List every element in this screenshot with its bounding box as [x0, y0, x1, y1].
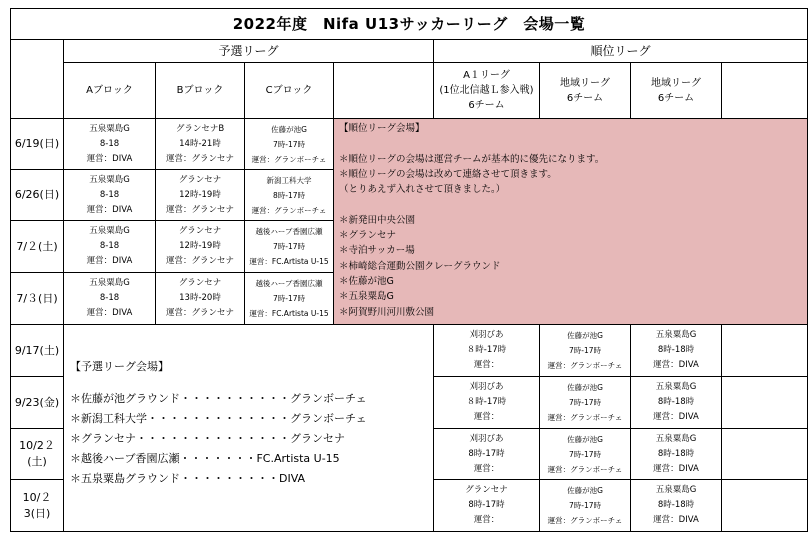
prelim-extra-header: [334, 63, 434, 119]
regional-league-1-header: [540, 63, 631, 119]
venue-operator: 運営：グランボーチェ: [547, 516, 623, 525]
venue-cell: [540, 429, 631, 480]
venue-name: 佐藤が池G: [567, 486, 603, 495]
venue-cell: [631, 377, 722, 429]
venue-operator: 運営：DIVA: [86, 153, 133, 164]
venue-operator: 運営：: [473, 360, 500, 370]
venue-time: 14時-21時: [179, 138, 221, 149]
venue-name: 刈羽びあ: [469, 433, 504, 444]
venue-time: 8時-18時: [657, 397, 695, 407]
venue-cell: [245, 273, 334, 325]
a1-league-note: (1位北信越Ｌ参入戦): [439, 85, 534, 96]
venue-time: 7時-17時: [568, 346, 602, 355]
venue-operator: 運営：DIVA: [653, 463, 699, 474]
venue-cell: [434, 429, 540, 480]
venue-name: 越後ハーブ香園広瀬: [255, 279, 323, 288]
venue-operator: 運営：DIVA: [653, 515, 699, 525]
rank-league-header: 順位リーグ: [434, 40, 808, 63]
rank-extra-header: [722, 63, 808, 119]
regional-league-2-teams: 6チーム: [657, 92, 695, 104]
venue-operator: 運営：DIVA: [86, 204, 133, 215]
venue-operator: 運営：FC.Artista U-15: [249, 309, 329, 318]
empty-cell: [722, 325, 808, 377]
venue-time: 7時-17時: [568, 449, 602, 459]
venue-time: 8-18: [99, 189, 120, 200]
venue-name: 五泉粟島G: [89, 278, 130, 288]
venue-cell: [245, 119, 334, 170]
venue-cell: [245, 221, 334, 273]
venue-time: 7時-17時: [272, 242, 306, 251]
venue-operator: 運営：DIVA: [653, 412, 699, 422]
block-c-header: Cブロック: [245, 63, 334, 119]
venue-time: 8時-17時: [468, 500, 505, 510]
prelim-venue-item: ＊越後ハーブ香園広瀬・・・・・・・FC.Artista U-15: [70, 452, 340, 465]
venue-cell: [540, 377, 631, 429]
venue-operator: 運営：グランボーチェ: [547, 413, 623, 422]
venue-time: 8時-18時: [657, 500, 695, 510]
venue-sheet: [10, 8, 808, 532]
venue-name: グランセナ: [178, 174, 222, 185]
date-cell: 7/２(土): [11, 221, 64, 273]
prelim-venue-item: ＊五泉粟島グラウンド・・・・・・・・・DIVA: [70, 472, 306, 485]
venue-name: 五泉粟島G: [89, 226, 130, 236]
venue-cell: [434, 325, 540, 377]
venue-name: 佐藤が池G: [567, 434, 603, 444]
venue-cell: [64, 170, 156, 221]
venue-name: 越後ハーブ香園広瀬: [255, 227, 323, 236]
venue-name: 五泉粟島G: [655, 485, 697, 495]
venue-cell: [156, 273, 245, 325]
venue-time: 8-18: [99, 138, 120, 149]
regional-league-2-header: [631, 63, 722, 119]
note-venue: ＊五泉粟島G: [339, 291, 394, 303]
venue-name: 五泉粟島G: [655, 330, 697, 340]
venue-time: 8-18: [99, 241, 120, 251]
venue-time: 7時-17時: [272, 294, 306, 303]
venue-time: 12時-19時: [179, 189, 221, 200]
date-cell: 6/19(日): [11, 119, 64, 170]
venue-cell: [631, 325, 722, 377]
venue-time: 12時-19時: [179, 241, 221, 251]
venue-cell: [64, 273, 156, 325]
venue-time: 8時-17時: [272, 190, 306, 200]
date-cell: 7/３(日): [11, 273, 64, 325]
venue-cell: [631, 480, 722, 532]
venue-cell: [434, 377, 540, 429]
venue-operator: 運営：DIVA: [653, 360, 699, 370]
note-venue: ＊柿崎総合運動公園クレーグラウンド: [339, 260, 501, 272]
block-a-header: Aブロック: [64, 63, 156, 119]
date-header-blank: [11, 40, 64, 119]
note-heading: 【順位リーグ会場】: [339, 123, 425, 134]
venue-cell: [434, 480, 540, 532]
venue-operator: 運営：DIVA: [86, 256, 133, 266]
venue-cell: [540, 480, 631, 532]
venue-time: 8-18: [99, 293, 120, 303]
note-line: [339, 136, 803, 151]
date-cell: 9/17(土): [11, 325, 64, 377]
note-venue: ＊グランセナ: [339, 230, 397, 242]
venue-operator: 運営：グランボーチェ: [547, 361, 623, 370]
venue-cell: [156, 119, 245, 170]
empty-cell: [722, 429, 808, 480]
empty-cell: [722, 377, 808, 429]
note-venue: ＊阿賀野川河川敷公園: [339, 306, 435, 318]
table-row: [11, 119, 808, 170]
date-cell: 10/2２(土): [11, 429, 64, 480]
venue-operator: 運営：グランセナ: [165, 204, 234, 215]
venue-name: 五泉粟島G: [89, 174, 130, 185]
venue-name: 刈羽びあ: [469, 382, 504, 392]
venue-name: 新潟工科大学: [266, 175, 312, 185]
venue-name: 五泉粟島G: [655, 382, 697, 392]
prelim-venue-item: ＊新潟工科大学・・・・・・・・・・・・・グランボーチェ: [70, 412, 367, 425]
venue-cell: [156, 170, 245, 221]
rank-league-venue-note: [334, 119, 808, 325]
prelim-venue-list: [64, 325, 434, 532]
date-cell: 9/23(金): [11, 377, 64, 429]
date-cell: 10/２3(日): [11, 480, 64, 532]
venue-operator: 運営：FC.Artista U-15: [249, 257, 329, 266]
venue-operator: 運営：DIVA: [86, 308, 133, 318]
venue-name: 五泉粟島G: [655, 433, 697, 444]
venue-cell: [64, 221, 156, 273]
venue-operator: 運営：グランセナ: [165, 308, 234, 318]
block-b-header: Bブロック: [156, 63, 245, 119]
note-line: ＊順位リーグの会場は運営チームが基本的に優先になります。: [339, 153, 605, 165]
a1-league-header: [434, 63, 540, 119]
venue-cell: [631, 429, 722, 480]
venue-time: 8時-18時: [657, 448, 695, 459]
empty-cell: [722, 480, 808, 532]
venue-cell: [540, 325, 631, 377]
venue-cell: [64, 119, 156, 170]
prelim-venue-heading: 【予選リーグ会場】: [70, 360, 169, 373]
note-venue: ＊佐藤が池G: [339, 275, 394, 287]
table-row: [11, 325, 808, 377]
note-line: （とりあえず入れさせて頂きました。）: [339, 184, 506, 196]
venue-name: グランセナ: [178, 226, 222, 236]
note-venue: ＊新発田中央公園: [339, 214, 416, 226]
venue-name: グランセナ: [465, 485, 508, 495]
venue-name: 刈羽びあ: [469, 330, 504, 340]
venue-time: 7時-17時: [272, 139, 306, 149]
venue-time: 7時-17時: [568, 501, 602, 510]
venue-time: ８時-17時: [466, 397, 507, 407]
venue-operator: 運営：: [473, 515, 500, 525]
venue-operator: 運営：グランセナ: [165, 153, 234, 164]
regional-league-1-name: 地域リーグ: [560, 77, 610, 89]
venue-name: 佐藤が池G: [567, 331, 603, 340]
venue-time: ８時-17時: [466, 345, 507, 355]
venue-operator: 運営：: [473, 412, 500, 422]
note-line: [339, 197, 803, 212]
page-title: 2022年度 Nifa U13サッカーリーグ 会場一覧: [11, 9, 808, 40]
venue-time: 7時-17時: [568, 398, 602, 407]
a1-league-name: A１リーグ: [463, 70, 510, 81]
venue-operator: 運営：グランボーチェ: [251, 154, 327, 164]
venue-cell: [245, 170, 334, 221]
venue-operator: 運営：グランボーチェ: [547, 464, 623, 474]
venue-name: グランセナB: [175, 123, 225, 134]
venue-operator: 運営：グランセナ: [165, 256, 234, 266]
venue-time: 8時-18時: [657, 345, 695, 355]
venue-time: 13時-20時: [179, 293, 221, 303]
venue-name: 五泉粟島G: [89, 123, 130, 134]
regional-league-1-teams: 6チーム: [566, 92, 604, 104]
prelim-venue-item: ＊グランセナ・・・・・・・・・・・・・・グランセナ: [70, 432, 345, 445]
date-cell: 6/26(日): [11, 170, 64, 221]
venue-name: 佐藤が池G: [567, 383, 603, 392]
venue-name: グランセナ: [178, 278, 222, 288]
venue-name: 佐藤が池G: [271, 124, 307, 134]
prelim-league-header: 予選リーグ: [64, 40, 434, 63]
regional-league-2-name: 地域リーグ: [651, 77, 701, 89]
venue-cell: [156, 221, 245, 273]
venue-time: 8時-17時: [468, 448, 505, 459]
note-venue: ＊寺泊サッカー場: [339, 245, 415, 257]
a1-league-teams: 6チーム: [468, 100, 505, 111]
note-line: ＊順位リーグの会場は改めて連絡させて頂きます。: [339, 168, 557, 180]
prelim-venue-item: ＊佐藤が池グラウンド・・・・・・・・・・グランボーチェ: [70, 392, 367, 405]
venue-operator: 運営：グランボーチェ: [251, 205, 327, 215]
venue-operator: 運営：: [473, 463, 500, 474]
